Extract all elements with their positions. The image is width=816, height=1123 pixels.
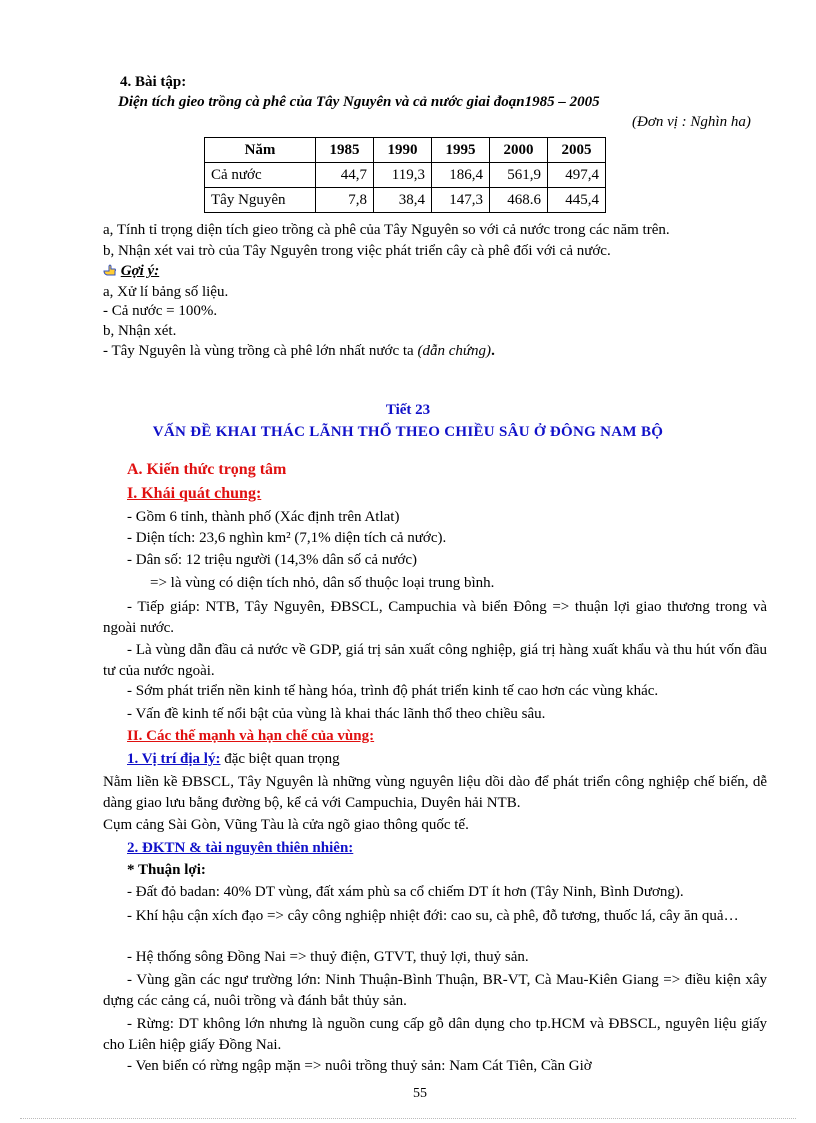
general-paragraph: - Tiếp giáp: NTB, Tây Nguyên, ĐBSCL, Campuchia và biển Đông => thuận lợi giao thương trong và ngoài nước. bbox=[103, 599, 767, 636]
table-cell: 147,3 bbox=[432, 188, 490, 213]
coffee-area-table bbox=[204, 137, 606, 213]
hint-line: a, Xử lí bảng số liệu. bbox=[103, 284, 229, 300]
footer-divider bbox=[20, 1118, 796, 1119]
general-paragraph: - Là vùng dẫn đầu cả nước về GDP, giá trị sản xuất công nghiệp, giá trị hàng xuất khẩu và thu hút vốn đầu tư của nước ngoài. bbox=[103, 642, 767, 679]
question-a: a, Tính tỉ trọng diện tích gieo trồng cà phê của Tây Nguyên so với cả nước trong các năm trên. bbox=[103, 222, 670, 238]
table-unit: (Đơn vị : Nghìn ha) bbox=[632, 114, 751, 130]
general-line: - Gồm 6 tỉnh, thành phố (Xác định trên Atlat) bbox=[127, 509, 400, 525]
table-cell: 561,9 bbox=[490, 163, 548, 188]
table-cell: 38,4 bbox=[374, 188, 432, 213]
question-b: b, Nhận xét vai trò của Tây Nguyên trong việc phát triển cây cà phê đối với cả nước. bbox=[103, 243, 611, 259]
location-line: Cụm cảng Sài Gòn, Vũng Tàu là cửa ngõ giao thông quốc tế. bbox=[103, 817, 469, 833]
table-cell: Cả nước bbox=[205, 163, 316, 188]
hint-line bbox=[103, 343, 495, 360]
section-a-heading: A. Kiến thức trọng tâm bbox=[127, 461, 287, 478]
exercise-title: Diện tích gieo trồng cà phê của Tây Nguyên và cả nước giai đoạn1985 – 2005 bbox=[118, 94, 600, 110]
pointing-hand-icon bbox=[103, 263, 117, 277]
advantage-paragraph: - Rừng: DT không lớn nhưng là nguồn cung cấp gỗ dân dụng cho tp.HCM và ĐBSCL, nguyên liệu giấy cho Liên hiệp giấy Đồng Nai. bbox=[103, 1016, 767, 1053]
table-header-cell: 1985 bbox=[316, 138, 374, 163]
sub-2-heading: 2. ĐKTN & tài nguyên thiên nhiên: bbox=[127, 840, 354, 856]
advantage-line: - Ven biển có rừng ngập mặn => nuôi trồng thuỷ sản: Nam Cát Tiên, Cần Giờ bbox=[127, 1058, 592, 1074]
table-row bbox=[205, 188, 606, 213]
table-header-cell: Năm bbox=[205, 138, 316, 163]
advantage-line: - Hệ thống sông Đồng Nai => thuỷ điện, GTVT, thuỷ lợi, thuỷ sản. bbox=[127, 949, 529, 965]
table-header-cell: 1995 bbox=[432, 138, 490, 163]
table-cell: 7,8 bbox=[316, 188, 374, 213]
table-header-row bbox=[205, 138, 606, 163]
exercise-heading: 4. Bài tập: bbox=[120, 74, 187, 90]
section-1-heading: I. Khái quát chung: bbox=[127, 485, 262, 502]
table-cell: 186,4 bbox=[432, 163, 490, 188]
table-cell: 445,4 bbox=[548, 188, 606, 213]
hint-heading bbox=[103, 263, 159, 280]
hint-evidence: (dẫn chứng) bbox=[417, 343, 492, 359]
general-line: - Sớm phát triển nền kinh tế hàng hóa, trình độ phát triển kinh tế cao hơn các vùng khác. bbox=[127, 683, 659, 699]
hint-line: b, Nhận xét. bbox=[103, 323, 177, 339]
general-line: - Vấn đề kinh tế nổi bật của vùng là khai thác lãnh thổ theo chiều sâu. bbox=[127, 706, 546, 722]
table-cell: 119,3 bbox=[374, 163, 432, 188]
hint-line-text: - Tây Nguyên là vùng trồng cà phê lớn nhất nước ta bbox=[103, 343, 418, 359]
lesson-period: Tiết 23 bbox=[385, 402, 431, 418]
advantage-paragraph: - Khí hậu cận xích đạo => cây công nghiệp nhiệt đới: cao su, cà phê, đỗ tương, thuốc lá, cây ăn quả… bbox=[127, 908, 739, 924]
section-2-heading: II. Các thế mạnh và hạn chế của vùng: bbox=[127, 728, 375, 744]
page-number: 55 bbox=[413, 1086, 427, 1101]
advantages-heading: * Thuận lợi: bbox=[127, 862, 206, 878]
table-cell: 497,4 bbox=[548, 163, 606, 188]
general-line: - Diện tích: 23,6 nghìn km² (7,1% diện tích cả nước). bbox=[127, 530, 447, 546]
lesson-title: VẤN ĐỀ KHAI THÁC LÃNH THỔ THEO CHIỀU SÂU Ở ĐÔNG NAM BỘ bbox=[152, 424, 664, 440]
general-line: - Dân số: 12 triệu người (14,3% dân số cả nước) bbox=[127, 552, 417, 568]
table-header-cell: 2000 bbox=[490, 138, 548, 163]
table-row bbox=[205, 163, 606, 188]
hint-end: . bbox=[491, 343, 495, 359]
general-line: => là vùng có diện tích nhỏ, dân số thuộc loại trung bình. bbox=[150, 575, 495, 591]
advantage-line: - Đất đỏ badan: 40% DT vùng, đất xám phù sa cổ chiếm DT ít hơn (Tây Ninh, Bình Dương). bbox=[127, 884, 684, 900]
location-paragraph: Nằm liền kề ĐBSCL, Tây Nguyên là những vùng nguyên liệu dồi dào để phát triển công nghiệp chế biến, dễ dàng giao lưu bằng đường bộ, kể cả với Campuchia, Duyên hải NTB. bbox=[103, 774, 767, 811]
hint-label: Gợi ý: bbox=[120, 263, 160, 279]
sub-1-heading bbox=[127, 751, 340, 768]
table-header-cell: 2005 bbox=[548, 138, 606, 163]
hint-line: - Cả nước = 100%. bbox=[103, 303, 218, 319]
table-cell: 44,7 bbox=[316, 163, 374, 188]
table-header-cell: 1990 bbox=[374, 138, 432, 163]
sub-1-label: 1. Vị trí địa lý: bbox=[127, 751, 221, 767]
sub-1-text: đặc biệt quan trọng bbox=[220, 751, 340, 767]
table-cell: Tây Nguyên bbox=[205, 188, 316, 213]
advantage-paragraph: - Vùng gần các ngư trường lớn: Ninh Thuận-Bình Thuận, BR-VT, Cà Mau-Kiên Giang => điều kiện xây dựng các cảng cá, nuôi trồng và đánh bắt thủy sản. bbox=[103, 972, 767, 1009]
table-cell: 468.6 bbox=[490, 188, 548, 213]
